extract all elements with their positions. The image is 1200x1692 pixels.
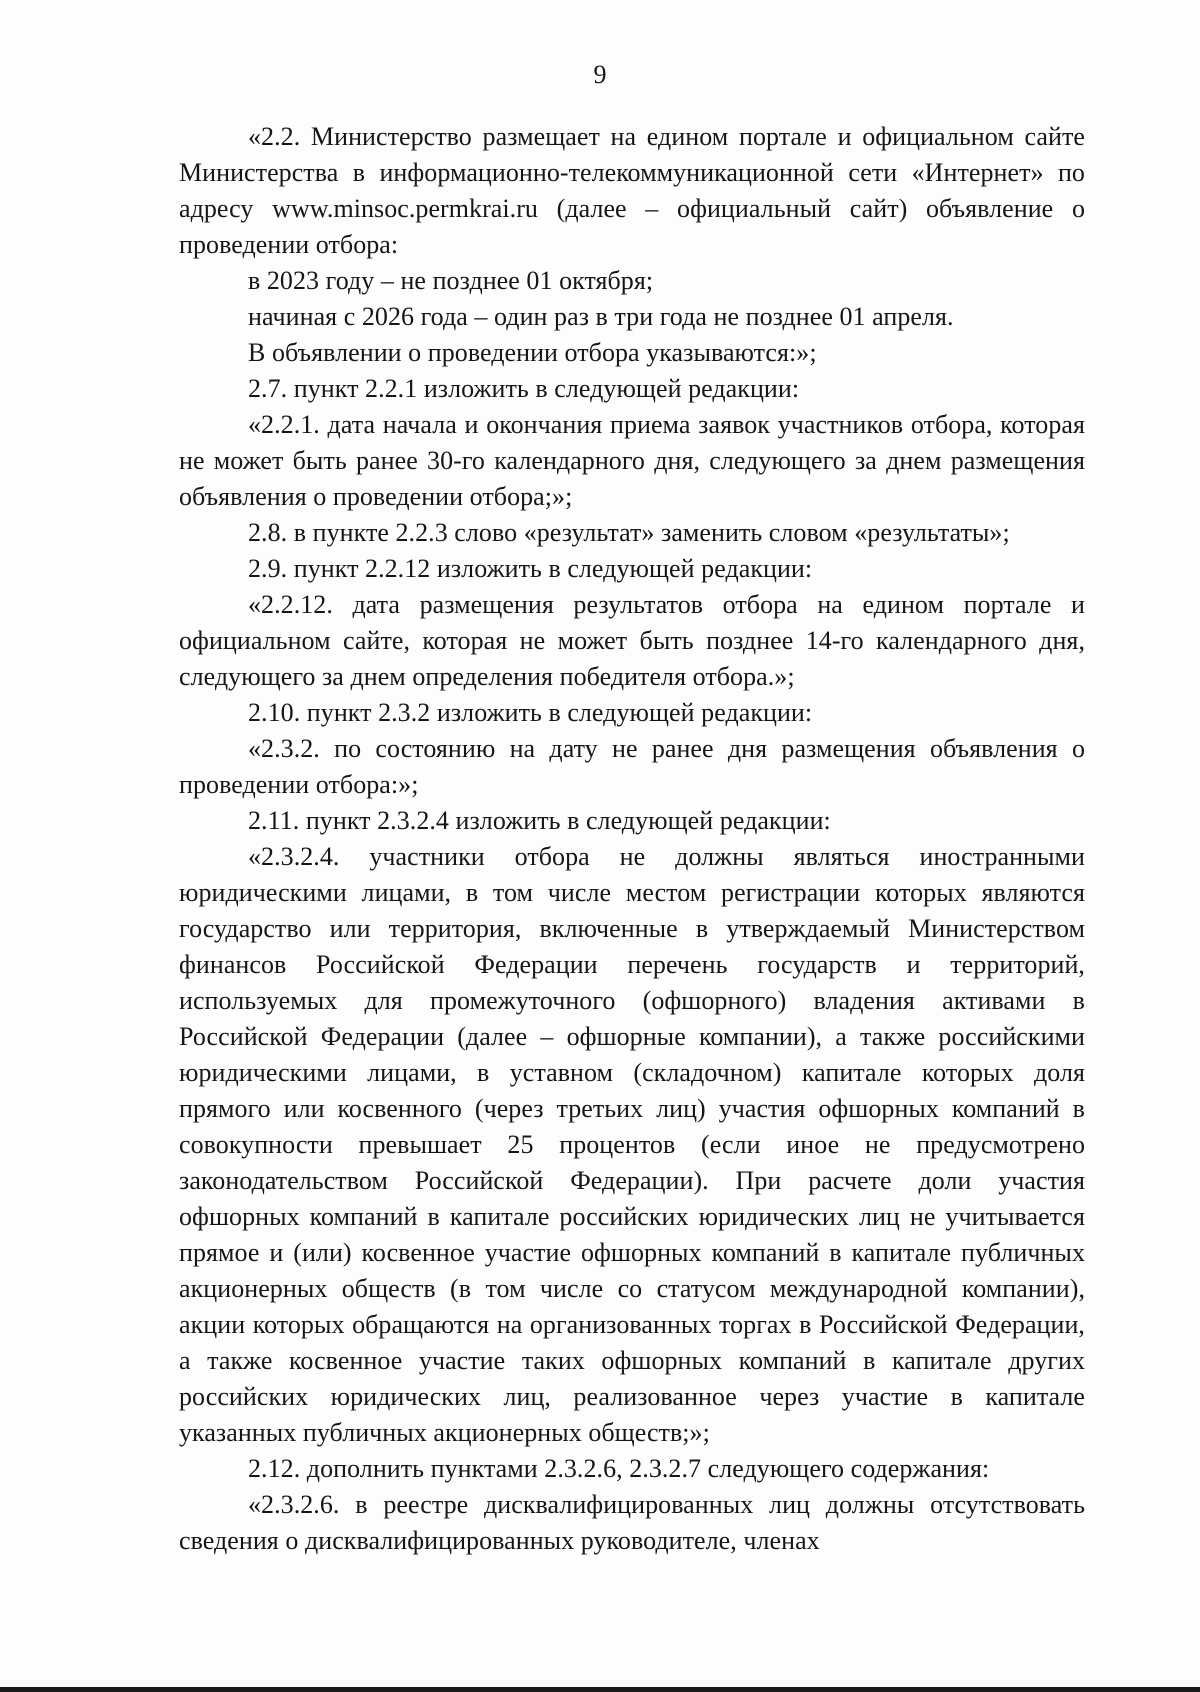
- paragraph-2-7: 2.7. пункт 2.2.1 изложить в следующей редакции:: [248, 374, 800, 403]
- paragraph-2-9: 2.9. пункт 2.2.12 изложить в следующей редакции:: [248, 554, 813, 583]
- paragraph-2-11: 2.11. пункт 2.3.2.4 изложить в следующей редакции:: [248, 806, 831, 835]
- paragraph-2-8: 2.8. в пункте 2.2.3 слово «результат» заменить словом «результаты»;: [248, 518, 1010, 547]
- paragraph-2-2: «2.2. Министерство размещает на едином портале и официальном сайте Министерства в информационно-телекоммуникационной сети «Интернет» по адресу www.minsoc.permkrai.ru (далее – официальный сайт) объявление о проведении отбора:: [179, 122, 1085, 259]
- paragraph-2-12: 2.12. дополнить пунктами 2.3.2.6, 2.3.2.7 следующего содержания:: [248, 1454, 990, 1483]
- paragraph-2-2-1: «2.2.1. дата начала и окончания приема заявок участников отбора, которая не может быть ранее 30-го календарного дня, следующего за днем размещения объявления о проведении отбора;»;: [179, 410, 1085, 511]
- paragraph-2-2-12: «2.2.12. дата размещения результатов отбора на едином портале и официальном сайте, которая не может быть позднее 14-го календарного дня, следующего за днем определения победителя отбора.»;: [179, 590, 1085, 691]
- paragraph-2-3-2-4: «2.3.2.4. участники отбора не должны являться иностранными юридическими лицами, в том числе местом регистрации которых являются государство или территория, включенные в утверждаемый Министерством финансов Российской Федерации перечень государств и территорий, используемых для промежуточного (офшорного) владения активами в Российской Федерации (далее – офшорные компании), а также российскими юридическими лицами, в уставном (складочном) капитале которых доля прямого или косвенного (через третьих лиц) участия офшорных компаний в совокупности превышает 25 процентов (если иное не предусмотрено законодательством Российской Федерации). При расчете доли участия офшорных компаний в капитале российских юридических лиц не учитывается прямое и (или) косвенное участие офшорных компаний в капитале публичных акционерных обществ (в том числе со статусом международной компании), акции которых обращаются на организованных торгах в Российской Федерации, а также косвенное участие таких офшорных компаний в капитале других российских юридических лиц, реализованное через участие в капитале указанных публичных акционерных обществ;»;: [179, 842, 1085, 1447]
- paragraph-2026-schedule: начиная с 2026 года – один раз в три года не позднее 01 апреля.: [248, 302, 954, 331]
- paragraph-2-10: 2.10. пункт 2.3.2 изложить в следующей редакции:: [248, 698, 813, 727]
- scan-bottom-edge: [0, 1687, 1200, 1692]
- document-body: [179, 119, 1085, 1559]
- page-number: 9: [593, 60, 607, 89]
- paragraph-2023-deadline: в 2023 году – не позднее 01 октября;: [248, 266, 654, 295]
- paragraph-announcement-contents: В объявлении о проведении отбора указываются:»;: [248, 338, 817, 367]
- paragraph-2-3-2: «2.3.2. по состоянию на дату не ранее дня размещения объявления о проведении отбора:»;: [179, 734, 1085, 799]
- paragraph-2-3-2-6: «2.3.2.6. в реестре дисквалифицированных лиц должны отсутствовать сведения о дисквалифицированных руководителе, членах: [179, 1490, 1085, 1555]
